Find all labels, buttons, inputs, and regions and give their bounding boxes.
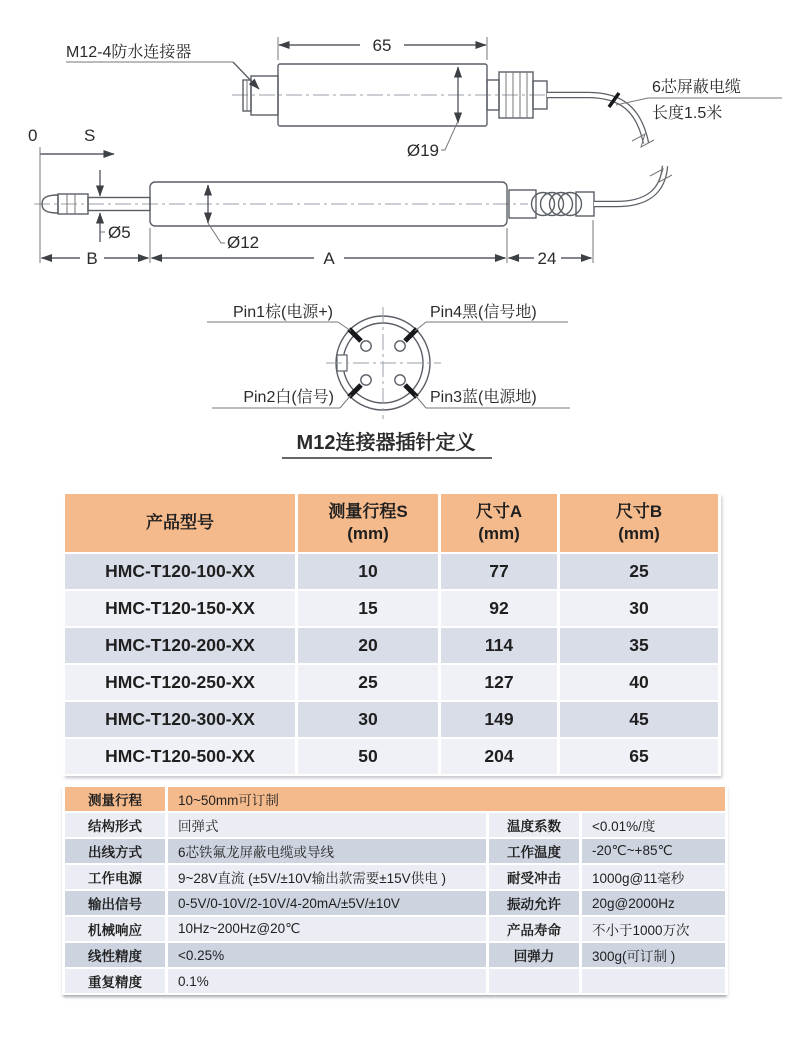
model-cell: HMC-T120-200-XX: [65, 628, 295, 663]
spec-value-cell: 回弹式: [168, 813, 486, 837]
dim-a-label: A: [323, 249, 335, 268]
spec-label-cell: 耐受冲击: [489, 865, 579, 889]
spec-label-cell: 温度系数: [489, 813, 579, 837]
model-cell: HMC-T120-500-XX: [65, 739, 295, 774]
dia-5-label: Ø5: [108, 223, 131, 242]
spec-row: [65, 839, 725, 863]
spec-label-cell: 出线方式: [65, 839, 165, 863]
spec-value-cell: 10~50mm可订制: [168, 787, 725, 811]
dim-24-label: 24: [537, 249, 557, 268]
stroke-cell: 20: [298, 628, 438, 663]
spec-value-cell: 0-5V/0-10V/2-10V/4-20mA/±5V/±10V: [168, 891, 486, 915]
spec-label-cell: 工作电源: [65, 865, 165, 889]
spec-value-cell: <0.01%/度: [582, 813, 725, 837]
header-dim-a: 尺寸A (mm): [441, 494, 557, 552]
header-dim-b: 尺寸B (mm): [560, 494, 718, 552]
spec-value-cell: [582, 969, 725, 993]
dim-a-cell: 149: [441, 702, 557, 737]
dim-a-cell: 77: [441, 554, 557, 589]
spec-value-cell: 10Hz~200Hz@20℃: [168, 917, 486, 941]
spec-value-cell: 0.1%: [168, 969, 486, 993]
pin4-label: Pin4黑(信号地): [430, 304, 537, 321]
spec-label-cell: 工作温度: [489, 839, 579, 863]
pin2-label: Pin2白(信号): [243, 389, 334, 406]
dim-b-cell: 30: [560, 591, 718, 626]
product-row: [65, 702, 718, 737]
spec-row: [65, 813, 725, 837]
header-model: 产品型号: [65, 494, 295, 552]
origin-label: 0: [28, 126, 38, 145]
connector-assembly-view: [66, 36, 782, 160]
dim-65-label: 65: [372, 36, 392, 55]
dim-a-cell: 204: [441, 739, 557, 774]
dim-a-cell: 127: [441, 665, 557, 700]
dia-19-label: Ø19: [406, 141, 439, 160]
spec-label-cell: 线性精度: [65, 943, 165, 967]
model-cell: HMC-T120-300-XX: [65, 702, 295, 737]
spec-label-cell: 输出信号: [65, 891, 165, 915]
spec-value-cell: 不小于1000万次: [582, 917, 725, 941]
model-cell: HMC-T120-150-XX: [65, 591, 295, 626]
spec-row: [65, 917, 725, 941]
dim-a-cell: 114: [441, 628, 557, 663]
sensor-side-view: [28, 126, 672, 268]
specifications-table: [62, 785, 728, 995]
dim-b-cell: 45: [560, 702, 718, 737]
model-cell: HMC-T120-100-XX: [65, 554, 295, 589]
product-row: [65, 554, 718, 589]
spec-value-cell: 9~28V直流 (±5V/±10V输出款需要±15V供电 ): [168, 865, 486, 889]
stroke-cell: 10: [298, 554, 438, 589]
stroke-axis-label: S: [84, 126, 96, 145]
pin1-label: Pin1棕(电源+): [232, 304, 333, 321]
spec-value-cell: -20℃~+85℃: [582, 839, 725, 863]
spec-label-cell: 振动允许: [489, 891, 579, 915]
product-row: [65, 665, 718, 700]
spec-value-cell: 6芯铁氟龙屏蔽电缆或导线: [168, 839, 486, 863]
spec-value-cell: 300g(可订制 ): [582, 943, 725, 967]
spec-row: [65, 865, 725, 889]
spec-label-cell: 产品寿命: [489, 917, 579, 941]
pin-diagram-title: M12连接器插针定义: [296, 432, 476, 454]
spec-value-cell: 1000g@11毫秒: [582, 865, 725, 889]
header-stroke: 测量行程S (mm): [298, 494, 438, 552]
dim-b-cell: 40: [560, 665, 718, 700]
product-dimensions-table: [62, 492, 721, 776]
spec-row: [65, 787, 725, 811]
dia-12-label: Ø12: [227, 233, 260, 252]
stroke-cell: 30: [298, 702, 438, 737]
spec-row: [65, 891, 725, 915]
pin3-label: Pin3蓝(电源地): [430, 389, 537, 406]
model-cell: HMC-T120-250-XX: [65, 665, 295, 700]
spec-label-cell: 重复精度: [65, 969, 165, 993]
dim-b-label: B: [86, 249, 98, 268]
dim-b-cell: 35: [560, 628, 718, 663]
connector-label: M12-4防水连接器: [66, 44, 192, 61]
product-row: [65, 739, 718, 774]
stroke-cell: 15: [298, 591, 438, 626]
dim-a-cell: 92: [441, 591, 557, 626]
dim-b-cell: 25: [560, 554, 718, 589]
product-row: [65, 628, 718, 663]
spec-value-cell: 20g@2000Hz: [582, 891, 725, 915]
spec-label-cell: 测量行程: [65, 787, 165, 811]
spec-row: [65, 969, 725, 993]
technical-drawing: [0, 0, 790, 470]
spec-label-cell: 回弹力: [489, 943, 579, 967]
dim-b-cell: 65: [560, 739, 718, 774]
stroke-cell: 25: [298, 665, 438, 700]
spec-label-cell: 机械响应: [65, 917, 165, 941]
spec-label-cell: 结构形式: [65, 813, 165, 837]
stroke-cell: 50: [298, 739, 438, 774]
spec-value-cell: <0.25%: [168, 943, 486, 967]
product-row: [65, 591, 718, 626]
pin-definition-diagram: [207, 302, 570, 458]
spec-row: [65, 943, 725, 967]
spec-label-cell: [489, 969, 579, 993]
cable-label-line2: 长度1.5米: [652, 105, 723, 122]
cable-label-line1: 6芯屏蔽电缆: [652, 79, 741, 96]
product-header-row: [65, 494, 718, 552]
